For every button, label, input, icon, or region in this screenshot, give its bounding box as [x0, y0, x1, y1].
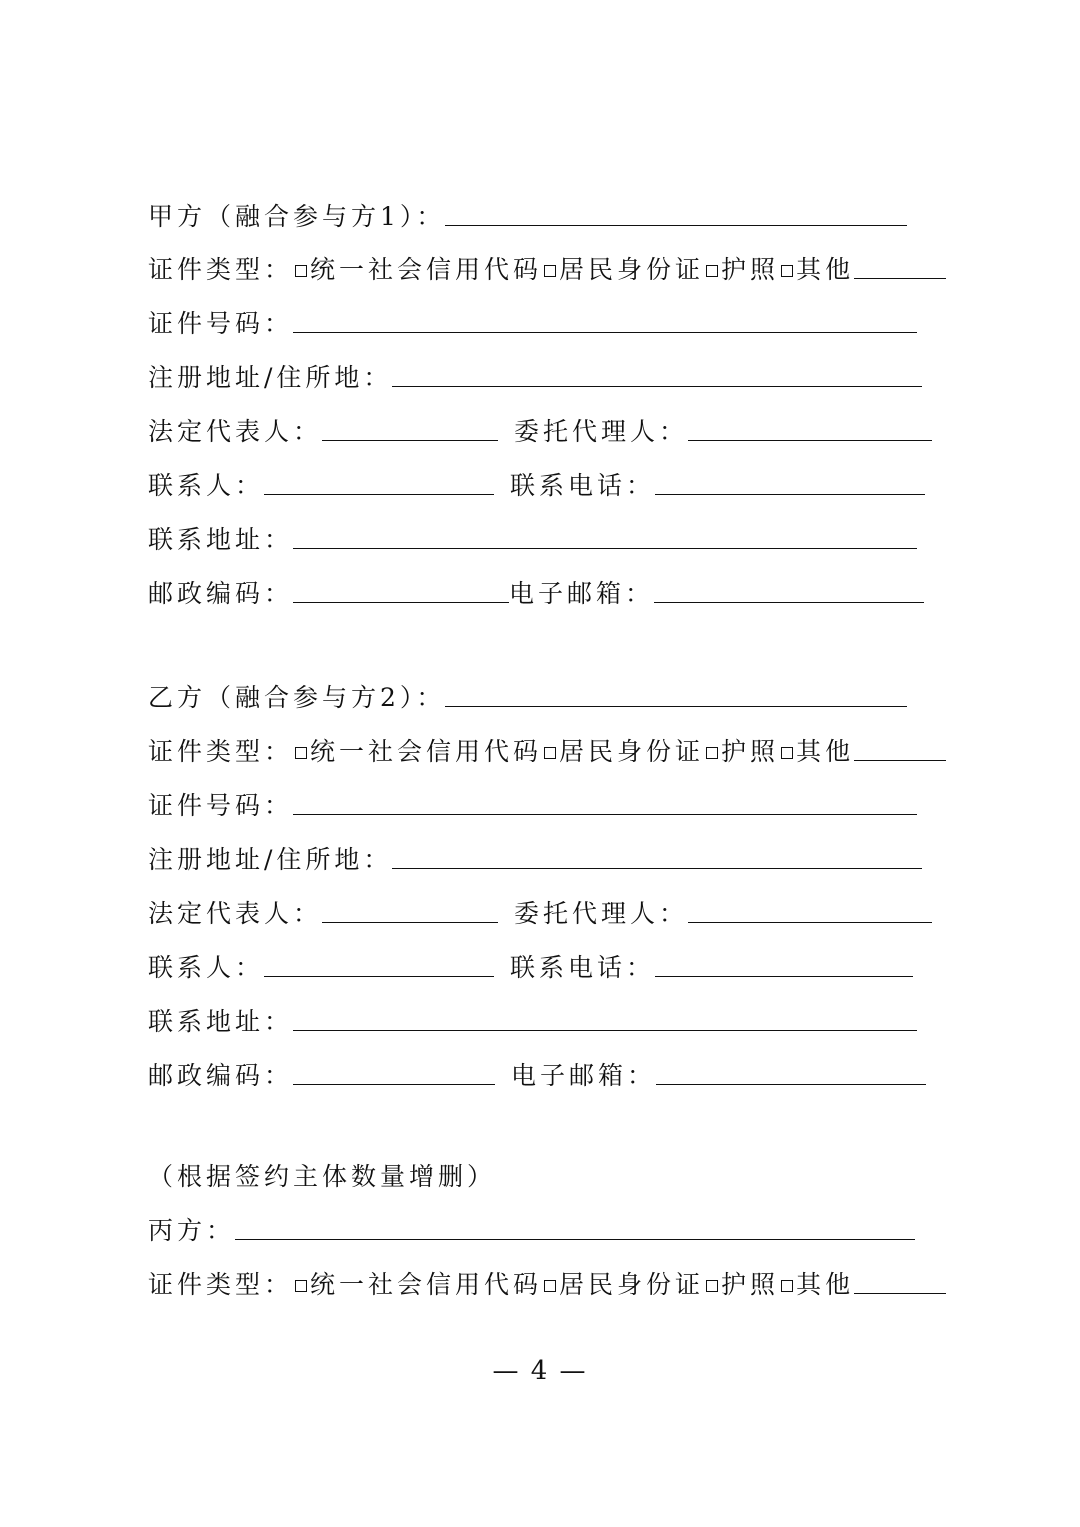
postcode-field[interactable] — [293, 601, 509, 603]
id-type-label: 证件类型： — [148, 255, 294, 284]
option-label: 统一社会信用代码 — [310, 737, 543, 766]
legal-rep-label: 法定代表人： — [148, 899, 323, 928]
checkbox[interactable] — [706, 747, 718, 759]
option-label: 统一社会信用代码 — [310, 1270, 543, 1299]
option-label: 居民身份证 — [559, 255, 705, 284]
checkbox[interactable] — [295, 747, 307, 759]
contact-addr-field[interactable] — [293, 547, 917, 549]
note-row — [148, 1152, 496, 1192]
party-b-name-row — [148, 673, 907, 713]
contact-label: 联系人： — [148, 471, 265, 500]
legal-rep-field[interactable] — [322, 921, 498, 923]
contact-field[interactable] — [264, 493, 494, 495]
id-type-label: 证件类型： — [148, 1270, 294, 1299]
party-b-address-row — [148, 835, 922, 875]
contact-label: 联系人： — [148, 953, 265, 982]
checkbox[interactable] — [544, 747, 556, 759]
postcode-label: 邮政编码： — [148, 1061, 294, 1090]
email-field[interactable] — [654, 601, 924, 603]
note-text: （根据签约主体数量增删） — [148, 1162, 497, 1191]
agent-field[interactable] — [688, 921, 932, 923]
option-label: 其他 — [796, 255, 855, 284]
contact-addr-field[interactable] — [293, 1029, 917, 1031]
option-label: 居民身份证 — [559, 737, 705, 766]
party-a-address-row — [148, 353, 922, 393]
address-label: 注册地址/住所地： — [148, 363, 393, 392]
address-label: 注册地址/住所地： — [148, 845, 393, 874]
checkbox[interactable] — [295, 1280, 307, 1292]
option-label: 居民身份证 — [559, 1270, 705, 1299]
checkbox[interactable] — [295, 265, 307, 277]
checkbox[interactable] — [781, 1280, 793, 1292]
party-a-id-number-row — [148, 299, 917, 339]
checkbox[interactable] — [706, 265, 718, 277]
agent-field[interactable] — [688, 439, 932, 441]
party-b-title: 乙方（融合参与方2）： — [148, 683, 446, 712]
phone-label: 联系电话： — [510, 953, 656, 982]
checkbox[interactable] — [544, 265, 556, 277]
checkbox[interactable] — [781, 747, 793, 759]
option-label: 其他 — [796, 737, 855, 766]
id-number-label: 证件号码： — [148, 791, 294, 820]
phone-label: 联系电话： — [510, 471, 656, 500]
postcode-label: 邮政编码： — [148, 579, 294, 608]
phone-field[interactable] — [655, 493, 925, 495]
party-b-contact-addr-row — [148, 997, 917, 1037]
party-a-id-type-row — [148, 245, 946, 285]
id-number-field[interactable] — [293, 813, 917, 815]
option-label: 其他 — [796, 1270, 855, 1299]
agent-label: 委托代理人： — [514, 417, 689, 446]
other-field[interactable] — [854, 1292, 946, 1294]
legal-rep-field[interactable] — [322, 439, 498, 441]
party-a-contact-addr-row — [148, 515, 917, 555]
party-a-name-field[interactable] — [445, 224, 907, 226]
contact-field[interactable] — [264, 975, 494, 977]
option-label: 护照 — [721, 255, 780, 284]
party-b-name-field[interactable] — [445, 705, 907, 707]
checkbox[interactable] — [544, 1280, 556, 1292]
page-number: — 4 — — [492, 1356, 588, 1386]
phone-field[interactable] — [655, 975, 913, 977]
party-a-rep-row — [148, 407, 932, 447]
checkbox[interactable] — [706, 1280, 718, 1292]
party-a-postcode-row — [148, 569, 924, 609]
email-field[interactable] — [656, 1083, 926, 1085]
option-label: 护照 — [721, 737, 780, 766]
id-number-label: 证件号码： — [148, 309, 294, 338]
email-label: 电子邮箱： — [509, 579, 655, 608]
party-b-id-number-row — [148, 781, 917, 821]
party-c-id-type-row — [148, 1260, 946, 1300]
party-c-name-row — [148, 1206, 915, 1246]
party-b-id-type-row — [148, 727, 946, 767]
party-a-title: 甲方（融合参与方1）： — [148, 202, 446, 231]
id-number-field[interactable] — [293, 331, 917, 333]
checkbox[interactable] — [781, 265, 793, 277]
address-field[interactable] — [392, 385, 922, 387]
id-type-label: 证件类型： — [148, 737, 294, 766]
party-b-contact-row — [148, 943, 913, 983]
contact-addr-label: 联系地址： — [148, 525, 294, 554]
party-a-contact-row — [148, 461, 925, 501]
other-field[interactable] — [854, 277, 946, 279]
option-label: 护照 — [721, 1270, 780, 1299]
postcode-field[interactable] — [293, 1083, 495, 1085]
party-b-rep-row — [148, 889, 932, 929]
contact-addr-label: 联系地址： — [148, 1007, 294, 1036]
email-label: 电子邮箱： — [511, 1061, 657, 1090]
party-a-name-row — [148, 192, 907, 232]
party-b-postcode-row — [148, 1051, 926, 1091]
address-field[interactable] — [392, 867, 922, 869]
agent-label: 委托代理人： — [514, 899, 689, 928]
party-c-name-field[interactable] — [235, 1238, 915, 1240]
option-label: 统一社会信用代码 — [310, 255, 543, 284]
other-field[interactable] — [854, 759, 946, 761]
party-c-title: 丙方： — [148, 1216, 236, 1245]
legal-rep-label: 法定代表人： — [148, 417, 323, 446]
